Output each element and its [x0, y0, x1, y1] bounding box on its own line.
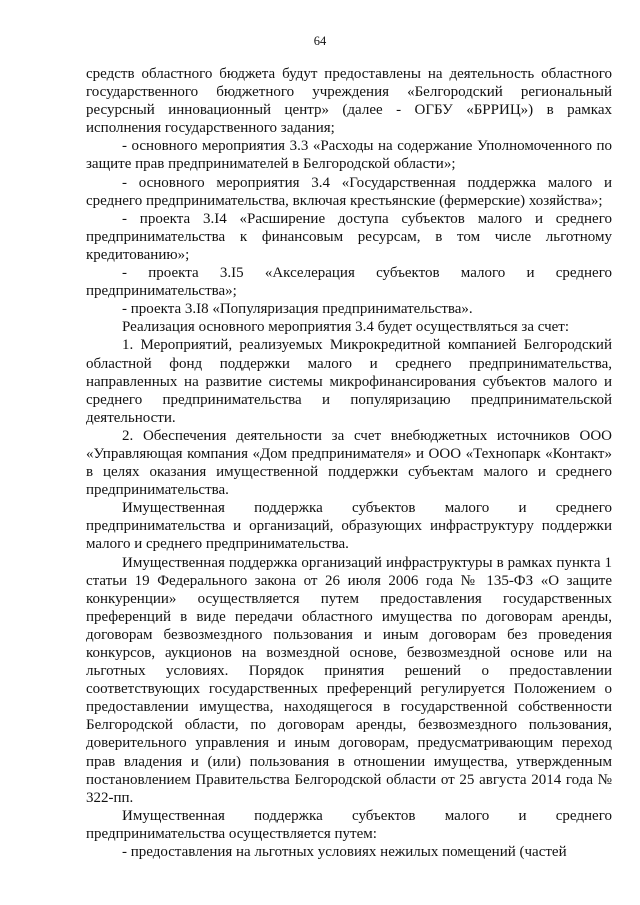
page-number: 64: [313, 34, 327, 48]
paragraph-budget-funds: средств областного бюджета будут предоставлены на деятельность областного государственного бюджетного учреждения «Белгородский региональный ресурсный инновационный центр» (далее - ОГБУ «БРРИЦ») в рамках исполнения государственного задания;: [86, 66, 612, 137]
paragraph-project-3-i4: - проекта 3.I4 «Расширение доступа субъектов малого и среднего предпринимательства к финансовым ресурсам, в том числе льготному кредитованию»;: [86, 210, 612, 263]
paragraph-property-support-heading: Имущественная поддержка субъектов малого и среднего предпринимательства и организаций, образующих инфраструктуру поддержки малого и среднего предпринимательства.: [86, 500, 612, 553]
document-body: [86, 65, 612, 861]
paragraph-item-1: 1. Мероприятий, реализуемых Микрокредитной компанией Белгородский областной фонд поддержки малого и среднего предпринимательства, направленных на развитие системы микрофинансирования субъектов малого и среднего предпринимательства и популяризацию предпринимательской деятельности.: [86, 337, 612, 426]
paragraph-item-2: 2. Обеспечения деятельности за счет внебюджетных источников ООО «Управляющая компания «Дом предпринимателя» и ООО «Технопарк «Контакт» в целях оказания имущественной поддержки субъектам малого и среднего предпринимательства.: [86, 427, 612, 499]
paragraph-property-support-infrastructure: Имущественная поддержка организаций инфраструктуры в рамках пункта 1 статьи 19 Федерального закона от 26 июля 2006 года № 135-ФЗ «О защите конкуренции» осуществляется путем предоставления государственных преференций в виде передачи областного имущества по договорам аренды, договорам безвозмездного пользования и иным договорам без проведения конкурсов, аукционов на возмездной основе, безвозмездной основе или на льготных условиях. Порядок принятия решений о предоставлении соответствующих государственных преференций регулируется Положением о предоставлении имущества, находящегося в государственной собственности Белгородской области, по договорам аренды, безвозмездного пользования, доверительного управления и иным договорам, предусматривающим переход прав владения и (или) пользования в отношении имущества, утвержденным постановлением Правительства Белгородской области от 25 августа 2014 года № 322-пп.: [86, 554, 612, 806]
paragraph-property-support-methods: Имущественная поддержка субъектов малого и среднего предпринимательства осуществляется путем:: [86, 807, 612, 842]
paragraph-implementation: Реализация основного мероприятия 3.4 будет осуществляться за счет:: [122, 319, 570, 336]
paragraph-activity-3-4: - основного мероприятия 3.4 «Государственная поддержка малого и среднего предпринимательства, включая крестьянские (фермерские) хозяйства»;: [86, 174, 612, 209]
paragraph-project-3-i5: - проекта 3.I5 «Акселерация субъектов малого и среднего предпринимательства»;: [86, 265, 612, 300]
paragraph-project-3-i8: - проекта 3.I8 «Популяризация предпринимательства».: [122, 301, 473, 318]
paragraph-activity-3-3: - основного мероприятия 3.3 «Расходы на содержание Уполномоченного по защите прав предпринимателей в Белгородской области»;: [86, 138, 612, 173]
paragraph-preferential-premises: - предоставления на льготных условиях нежилых помещений (частей: [122, 844, 567, 861]
